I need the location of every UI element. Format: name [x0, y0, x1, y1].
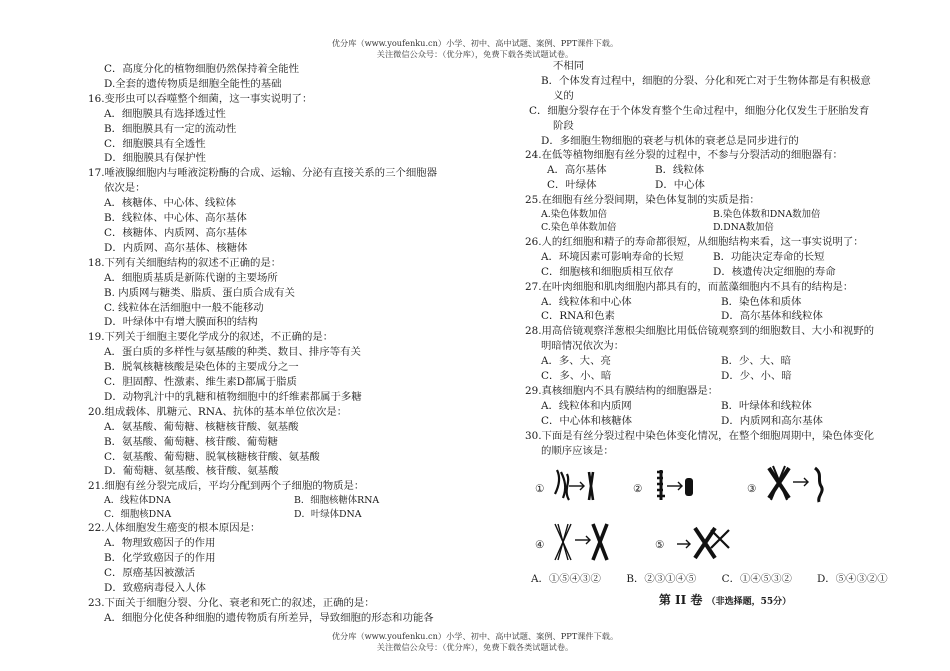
q28-option-a: A．多、大、亮: [541, 355, 611, 368]
q17-option-b: B．线粒体、中心体、高尔基体: [104, 212, 247, 225]
q16-option-d: D．细胞膜具有保护性: [104, 152, 206, 165]
q30-option-d: D．⑤④③②①: [816, 573, 888, 586]
q23-option-c: C．细胞分裂存在于个体发育整个生命过程中，细胞分化仅发生于胚胎发育: [529, 104, 870, 117]
chromosome-figure: [525, 460, 925, 572]
question-26: 26.人的红细胞和精子的寿命都很短，从细胞结构来看，这一事实说明了：: [525, 235, 864, 248]
figure-label-2: ②: [633, 483, 643, 496]
q29-options-row-1: [525, 399, 925, 414]
question-23: 23.下面关于细胞分裂、分化、衰老和死亡的叙述，正确的是：: [88, 596, 375, 609]
q26-option-b: B．功能决定寿命的长短: [713, 250, 825, 263]
q26-option-c: C．细胞核和细胞质相互依存: [541, 265, 674, 278]
section-note: （非选择题，55分）: [706, 597, 792, 608]
question-30: 30.下面是有丝分裂过程中染色体变化情况，在整个细胞周期中，染色体变化: [525, 429, 875, 442]
chromosome-stage-1-image: [549, 464, 599, 508]
q20-option-d: D．葡萄糖、氨基酸、核苷酸、氨基酸: [104, 465, 279, 478]
q23-option-c-cont: 阶段: [553, 119, 574, 132]
left-column: [88, 62, 493, 625]
right-column: [525, 59, 925, 610]
q29-option-c: C．中心体和核糖体: [541, 414, 633, 427]
q26-option-d: D．核遗传决定细胞的寿命: [713, 265, 836, 278]
header-line-2: 关注微信公众号：（优分库），免费下载各类试题试卷。: [376, 49, 574, 59]
question-30-cont: 的顺序应该是：: [541, 444, 614, 457]
figure-label-5: ⑤: [655, 539, 665, 552]
q18-option-a: A．细胞质基质是新陈代谢的主要场所: [104, 271, 278, 284]
question-28-cont: 明暗情况依次为：: [541, 340, 625, 353]
q22-option-a: A．物理致癌因子的作用: [104, 537, 216, 549]
q16-option-b: B．细胞膜具有一定的流动性: [104, 122, 237, 135]
q23-option-b: B．个体发育过程中，细胞的分裂、分化和死亡对于生物体都是有积极意: [541, 74, 871, 87]
question-27: 27.在叶肉细胞和肌肉细胞内都具有的，而蓝藻细胞内不具有的结构是：: [525, 280, 854, 293]
question-25: 25.在细胞有丝分裂间期，染色体复制的实质是指：: [525, 194, 760, 207]
q17-option-a: A．核糖体、中心体、线粒体: [104, 197, 237, 210]
q23-option-a-cont: 不相同: [553, 60, 585, 72]
q21-option-b: B．细胞核糖体RNA: [294, 495, 380, 507]
chromosome-stage-3-image: [763, 460, 833, 510]
footer-line-1: 优分库（www.youfenku.cn）小学、初中、高中试题、案例、PPT课件下载。: [331, 631, 619, 641]
q19-option-c: C．胆固醇、性激素、维生素D都属于脂质: [104, 376, 297, 389]
q30-option-b: B．②③①④⑤: [626, 573, 697, 586]
q24-options-row-2: [525, 178, 925, 193]
q16-option-c: C．细胞膜具有全透性: [104, 137, 206, 150]
q24-option-a: A．高尔基体: [547, 164, 607, 177]
q25-option-c: C.染色单体数加倍: [541, 222, 617, 234]
q24-options-row-1: [525, 163, 925, 178]
figure-label-3: ③: [747, 483, 757, 496]
question-20: 20.组成载体、肌糖元、RNA、抗体的基本单位依次是：: [88, 405, 348, 418]
chromosome-stage-4-image: [549, 518, 613, 568]
q26-option-a: A．环境因素可影响寿命的长短: [541, 250, 684, 263]
q27-option-d: D．高尔基体和线粒体: [721, 310, 823, 323]
question-28: 28.用高倍镜观察洋葱根尖细胞比用低倍镜观察到的细胞数目、大小和视野的: [525, 325, 875, 338]
q25-option-d: D.DNA数加倍: [713, 222, 774, 234]
q27-option-b: B．染色体和质体: [721, 295, 802, 308]
question-19: 19.下列关于细胞主要化学成分的叙述，不正确的是：: [88, 331, 334, 344]
q24-option-d: D．中心体: [655, 179, 705, 192]
q20-option-b: B．氨基酸、葡萄糖、核苷酸、葡萄糖: [104, 435, 278, 448]
q30-option-a: A．①⑤④③②: [531, 573, 601, 586]
q29-option-a: A．线粒体和内质网: [541, 399, 632, 412]
q24-option-c: C．叶绿体: [547, 179, 597, 192]
figure-label-1: ①: [535, 483, 545, 496]
q23-option-b-cont: 义的: [553, 89, 574, 102]
question-17: 17.唾液腺细胞内与唾液淀粉酶的合成、运输、分泌有直接关系的三个细胞器: [88, 167, 438, 180]
q29-options-row-2: [525, 414, 925, 429]
question-17-cont: 依次是：: [104, 182, 146, 195]
figure-label-4: ④: [535, 539, 545, 552]
q22-option-d: D．致癌病毒侵入人体: [104, 581, 206, 594]
q27-option-c: C．RNA和色素: [541, 310, 615, 323]
question-24: 24.在低等植物细胞有丝分裂的过程中，不参与分裂活动的细胞器有：: [525, 149, 843, 162]
q25-option-a: A.染色体数加倍: [541, 209, 608, 221]
q25-option-b: B.染色体数和DNA数加倍: [713, 209, 821, 221]
q16-option-a: A．细胞膜具有选择透过性: [104, 107, 226, 120]
q20-option-c: C．氨基酸、葡萄糖、脱氧核糖核苷酸、氨基酸: [104, 450, 320, 463]
q28-options-row-2: [525, 369, 925, 384]
q28-option-d: D．少、小、暗: [721, 370, 792, 383]
q26-options-row-1: [525, 250, 925, 265]
chromosome-stage-2-image: [651, 464, 697, 508]
chromosome-stage-5-image: [671, 518, 735, 568]
q19-option-b: B．脱氧核糖核酸是染色体的主要成分之一: [104, 361, 299, 374]
q22-option-c: C．原癌基因被激活: [104, 566, 196, 579]
section-ii-heading: [525, 593, 925, 610]
q20-option-a: A．氨基酸、葡萄糖、核糖核苷酸、氨基酸: [104, 420, 299, 433]
q19-option-a: A．蛋白质的多样性与氨基酸的种类、数目、排序等有关: [104, 346, 361, 359]
q22-option-b: B．化学致癌因子的作用: [104, 551, 216, 564]
q18-option-d: D．叶绿体中有增大膜面积的结构: [104, 316, 258, 329]
q28-options-row-1: [525, 354, 925, 369]
footer-line-2: 关注微信公众号：（优分库），免费下载各类试题试卷。: [376, 642, 574, 652]
q27-option-a: A．线粒体和中心体: [541, 295, 632, 308]
q29-option-b: B．叶绿体和线粒体: [721, 399, 812, 412]
q25-options-row-1: [525, 208, 925, 221]
page-header: [0, 38, 950, 60]
q15-option-d: D.全套的遗传物质是细胞全能性的基础: [104, 77, 282, 90]
page-footer: [0, 631, 950, 653]
q21-options-row-1: [88, 494, 493, 507]
q18-option-b: B. 内质网与糖类、脂质、蛋白质合成有关: [104, 286, 295, 299]
q21-option-a: A．线粒体DNA: [104, 495, 171, 507]
q19-option-d: D．动物乳汁中的乳糖和植物细胞中的纤维素都属于多糖: [104, 390, 362, 403]
question-21: 21.细胞有丝分裂完成后，平均分配到两个子细胞的物质是：: [88, 480, 365, 493]
q28-option-b: B．少、大、暗: [721, 355, 791, 368]
q18-option-c: C. 线粒体在活细胞中一般不能移动: [104, 301, 264, 314]
q24-option-b: B．线粒体: [655, 164, 705, 177]
question-22: 22.人体细胞发生癌变的根本原因是：: [88, 522, 261, 535]
q21-option-d: D．叶绿体DNA: [294, 508, 362, 520]
q23-option-d: D．多细胞生物细胞的衰老与机体的衰老总是同步进行的: [541, 134, 799, 147]
q27-options-row-2: [525, 309, 925, 324]
q30-option-c: C．①④⑤③②: [721, 573, 792, 586]
q27-options-row-1: [525, 295, 925, 310]
question-16: 16.变形虫可以吞噬整个细菌，这一事实说明了：: [88, 92, 313, 105]
header-line-1: 优分库（www.youfenku.cn）小学、初中、高中试题、案例、PPT课件下载。: [331, 38, 619, 48]
q29-option-d: D．内质网和高尔基体: [721, 414, 823, 427]
q17-option-c: C．核糖体、内质网、高尔基体: [104, 226, 248, 239]
section-title: 第 II 卷: [658, 593, 703, 608]
q21-options-row-2: [88, 508, 493, 521]
q26-options-row-2: [525, 265, 925, 280]
q28-option-c: C．多、小、暗: [541, 370, 612, 383]
question-18: 18.下列有关细胞结构的叙述不正确的是：: [88, 256, 282, 269]
q17-option-d: D．内质网、高尔基体、核糖体: [104, 241, 248, 254]
q15-option-c: C．高度分化的植物细胞仍然保持着全能性: [104, 63, 299, 75]
q23-option-a: A．细胞分化使各种细胞的遗传物质有所差异，导致细胞的形态和功能各: [104, 611, 434, 624]
question-29: 29.真核细胞内不具有膜结构的细胞器是：: [525, 384, 719, 397]
q30-options: [525, 572, 925, 587]
q25-options-row-2: [525, 221, 925, 234]
q21-option-c: C．细胞核DNA: [104, 508, 172, 520]
